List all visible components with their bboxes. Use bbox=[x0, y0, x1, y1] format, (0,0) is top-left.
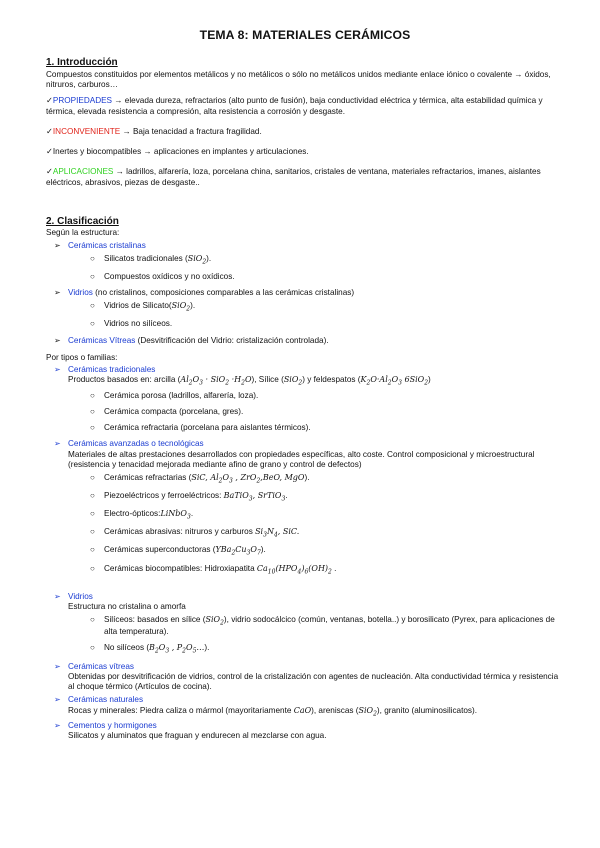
list-item: ○ Silicatos tradicionales (SiO$_2$). bbox=[90, 253, 212, 266]
aplicaciones-label: APLICACIONES bbox=[52, 167, 114, 177]
vidrios2-label: Vidrios bbox=[68, 591, 93, 601]
inconveniente-paragraph bbox=[46, 127, 564, 137]
circle-bullet-icon: ○ bbox=[90, 473, 95, 483]
list-item: ○ Electro-ópticos:LiNbO$_3$. bbox=[90, 509, 194, 521]
list-item: ○ Cerámica porosa (ladrillos, alfarería, loza). bbox=[90, 390, 259, 400]
list-item: ➢ Cerámicas tradicionales Productos basados en: arcilla $(Al_2O_3 \cdot SiO_2 \cdot H_2O)$, Sílice (SiO$_2$) y feldespatos ($K_2O\cdot Al_2O_3$ 6SiO$_2$) ○ Cerámica porosa (ladrillos, alfarería, loza). ○ Cerámica compacta (porcelana, gres). ○ Cerámica refractaria (porcelana para aislantes térmicos). bbox=[46, 365, 564, 433]
intro-paragraph: Compuestos constituidos por elementos metálicos y no metálicos o sólo no metálicos unidos mediante enlace iónico o covalente → óxidos, nitruros, carburos… bbox=[46, 69, 551, 89]
list-item: ➢ Vidrios (no cristalinos, composiciones comparables a las cerámicas cristalinas) ○ Vidrios de Silicato(SiO$_2$). ○ Vidrios no silíceos. bbox=[46, 288, 564, 330]
circle-bullet-icon: ○ bbox=[90, 545, 95, 555]
section-heading-introduccion: 1. Introducción bbox=[46, 57, 118, 69]
formula-sio2: SiO$_2$ bbox=[205, 615, 224, 627]
list-item: ○ Cerámicas abrasivas: nitruros y carburos $Si_3N_4$, SiC. bbox=[90, 527, 300, 539]
families-list bbox=[46, 365, 564, 741]
circle-bullet-icon: ○ bbox=[90, 491, 95, 501]
structure-list bbox=[46, 241, 564, 346]
formula-no-siliceos: $B_2O_3$ , $P_2O_5\dots$ bbox=[149, 643, 205, 656]
formula-sio2: SiO$_2$ bbox=[187, 253, 207, 266]
propiedades-text: → elevada dureza, refractarios (alto punto de fusión), baja conductividad eléctrica y térmica, alta estabilidad química y térmica, elevada resistencia a compresión, alta resistencia a corrosión y desgaste. bbox=[46, 96, 543, 116]
arrow-bullet-icon: ➢ bbox=[54, 720, 61, 730]
check-icon: ✓ bbox=[46, 96, 53, 106]
list-item: ➢ Cerámicas naturales Rocas y minerales: Piedra caliza o mármol (mayoritariamente CaO), areniscas (SiO$_2$), granito (aluminosilicatos). bbox=[54, 695, 478, 718]
propiedades-label: PROPIEDADES bbox=[52, 96, 113, 106]
section-heading-clasificacion: 2. Clasificación bbox=[46, 215, 119, 227]
inertes-paragraph bbox=[46, 147, 564, 157]
by-structure-label: Según la estructura: bbox=[46, 228, 120, 238]
formula-piezo: BaTiO$_3$, SrTiO$_3$ bbox=[223, 491, 286, 503]
vitreas2-label: Cerámicas vítreas bbox=[68, 661, 134, 671]
document-title: TEMA 8: MATERIALES CERÁMICOS bbox=[199, 28, 411, 42]
arrow-bullet-icon: ➢ bbox=[54, 695, 61, 705]
list-item: ○ Cerámica compacta (porcelana, gres). bbox=[90, 406, 244, 416]
by-families-label: Por tipos o familias: bbox=[46, 352, 118, 362]
list-item: ○ Cerámica refractaria (porcelana para aislantes térmicos). bbox=[90, 423, 311, 433]
formula-abrasivas: $Si_3N_4$, SiC. bbox=[255, 527, 300, 539]
cristalinas-label: Cerámicas cristalinas bbox=[68, 240, 146, 250]
formula-hidroxiapatita: $Ca_{10}(HPO_4)_6(OH)_2$ bbox=[256, 563, 332, 576]
formula-cao: CaO bbox=[293, 705, 312, 715]
aplicaciones-text: → ladrillos, alfarería, loza, porcelana china, sanitarios, cristales de ventana, materiales refractarios, imanes, aislantes eléctricos, abrasivos, piezas de desgaste.. bbox=[46, 167, 541, 187]
arrow-bullet-icon: ➢ bbox=[54, 365, 61, 375]
naturales-label: Cerámicas naturales bbox=[68, 695, 144, 705]
list-item: ○ Vidrios no silíceos. bbox=[90, 319, 173, 329]
formula-refractarias: SiC, $Al_2O_3$ , ZrO$_2$,BeO, MgO bbox=[191, 473, 305, 485]
check-icon: ✓ bbox=[46, 147, 53, 156]
formula-sio2: SiO$_2$ bbox=[171, 301, 191, 313]
formula-super: $YBa_2Cu_3O_7$ bbox=[215, 545, 261, 557]
circle-bullet-icon: ○ bbox=[90, 390, 95, 400]
list-item: ➢ Cerámicas avanzadas o tecnológicas Materiales de altas prestaciones desarrollados con propiedades específicas, alto coste. Control composicional y microestructural (resistencia y tenacidad mejorada mediante afino de grano y control de defectos) ○ Cerámicas refractarias (SiC, $Al_2O_3$ , ZrO$_2$,BeO, MgO). ○ Piezoeléctricos y ferroeléctricos: BaTiO$_3$, SrTiO$_3$. ○ Electro-ópticos:LiNbO$_3$. ○ Cerámicas abrasivas: nitruros y carburos $Si_3N_4$, SiC. ○ Cerámicas superconductoras $(YBa_2Cu_3O_7)$. ○ Cerámicas biocompatibles: Hidroxiapatita $Ca_{10}(HPO_4)_6(OH)_2$ . bbox=[46, 439, 564, 575]
check-icon: ✓ bbox=[46, 167, 53, 177]
circle-bullet-icon: ○ bbox=[90, 271, 95, 281]
avanzadas-label: Cerámicas avanzadas o tecnológicas bbox=[68, 439, 204, 449]
formula-arcilla: $Al_2O_3 \cdot SiO_2 \cdot H_2O$ bbox=[180, 375, 252, 388]
list-item: ○ No silíceos ($B_2O_3$ , $P_2O_5\dots$). bbox=[90, 643, 210, 656]
cementos-label: Cementos y hormigones bbox=[68, 720, 157, 730]
list-item bbox=[46, 241, 564, 283]
list-item: ○ Cerámicas biocompatibles: Hidroxiapatita $Ca_{10}(HPO_4)_6(OH)_2$ . bbox=[90, 563, 337, 576]
propiedades-paragraph bbox=[46, 96, 564, 117]
vidrios-label: Vidrios bbox=[68, 288, 93, 298]
tradicionales-label: Cerámicas tradicionales bbox=[68, 365, 156, 375]
list-item: ○ Piezoeléctricos y ferroeléctricos: BaTiO$_3$, SrTiO$_3$. bbox=[90, 491, 288, 503]
circle-bullet-icon: ○ bbox=[90, 253, 95, 263]
formula-sio2: SiO$_2$ bbox=[358, 705, 377, 718]
list-item: ○ Silíceos: basados en sílice (SiO$_2$), vidrio sodocálcico (común, ventanas, botella..) y borosilicato (Pyrex, para aplicaciones de alta temperatura). bbox=[90, 615, 555, 637]
circle-bullet-icon: ○ bbox=[90, 406, 95, 416]
list-item: ➢ Vidrios Estructura no cristalina o amorfa ○ Silíceos: basados en sílice (SiO$_2$), vidrio sodocálcico (común, ventanas, botella..) y borosilicato (Pyrex, para aplicaciones de alta temperatura). ○ No silíceos ($B_2O_3$ , $P_2O_5\dots$). bbox=[46, 592, 564, 656]
inconveniente-label: INCONVENIENTE bbox=[52, 126, 121, 136]
circle-bullet-icon: ○ bbox=[90, 319, 95, 329]
arrow-bullet-icon: ➢ bbox=[54, 288, 61, 298]
check-icon: ✓ bbox=[46, 126, 53, 136]
list-item: ➢ Cementos y hormigones Silicatos y aluminatos que fraguan y endurecen al mezclarse con agua. bbox=[54, 720, 327, 740]
circle-bullet-icon: ○ bbox=[90, 527, 95, 537]
formula-feldespato: $K_2O\cdot Al_2O_3$ 6SiO$_2$ bbox=[360, 375, 429, 388]
inertes-text: Inertes y biocompatibles → aplicaciones en implantes y articulaciones. bbox=[52, 147, 309, 156]
list-item: ○ Cerámicas superconductoras $(YBa_2Cu_3O_7)$. bbox=[90, 545, 266, 557]
circle-bullet-icon: ○ bbox=[90, 615, 95, 625]
aplicaciones-paragraph bbox=[46, 167, 564, 188]
arrow-bullet-icon: ➢ bbox=[54, 240, 61, 250]
formula-electro: LiNbO$_3$ bbox=[160, 509, 191, 521]
formula-sio2: SiO$_2$ bbox=[283, 375, 303, 388]
list-item: ○ Cerámicas refractarias (SiC, $Al_2O_3$ , ZrO$_2$,BeO, MgO). bbox=[90, 473, 310, 485]
inconveniente-text: → Baja tenacidad a fractura fragilidad. bbox=[120, 126, 262, 136]
list-item: ○ Vidrios de Silicato(SiO$_2$). bbox=[90, 301, 196, 313]
list-item: ➢ Cerámicas Vítreas (Desvitrificación del Vidrio: cristalización controlada). bbox=[54, 335, 329, 345]
arrow-bullet-icon: ➢ bbox=[54, 661, 61, 671]
arrow-bullet-icon: ➢ bbox=[54, 591, 61, 601]
vitreas-label: Cerámicas Vítreas bbox=[68, 335, 136, 345]
list-item: ➢ Cerámicas vítreas Obtenidas por desvitrificación de vidrios, control de la cristalización con agentes de nucleación. Alta conductividad térmica y resistencia al choque térmico (Artículos de cocina). bbox=[54, 661, 559, 692]
arrow-bullet-icon: ➢ bbox=[54, 439, 61, 449]
circle-bullet-icon: ○ bbox=[90, 563, 95, 573]
arrow-bullet-icon: ➢ bbox=[54, 335, 61, 345]
circle-bullet-icon: ○ bbox=[90, 643, 95, 653]
circle-bullet-icon: ○ bbox=[90, 423, 95, 433]
circle-bullet-icon: ○ bbox=[90, 509, 95, 519]
circle-bullet-icon: ○ bbox=[90, 301, 95, 311]
list-item: ○ Compuestos oxídicos y no oxídicos. bbox=[90, 271, 235, 281]
